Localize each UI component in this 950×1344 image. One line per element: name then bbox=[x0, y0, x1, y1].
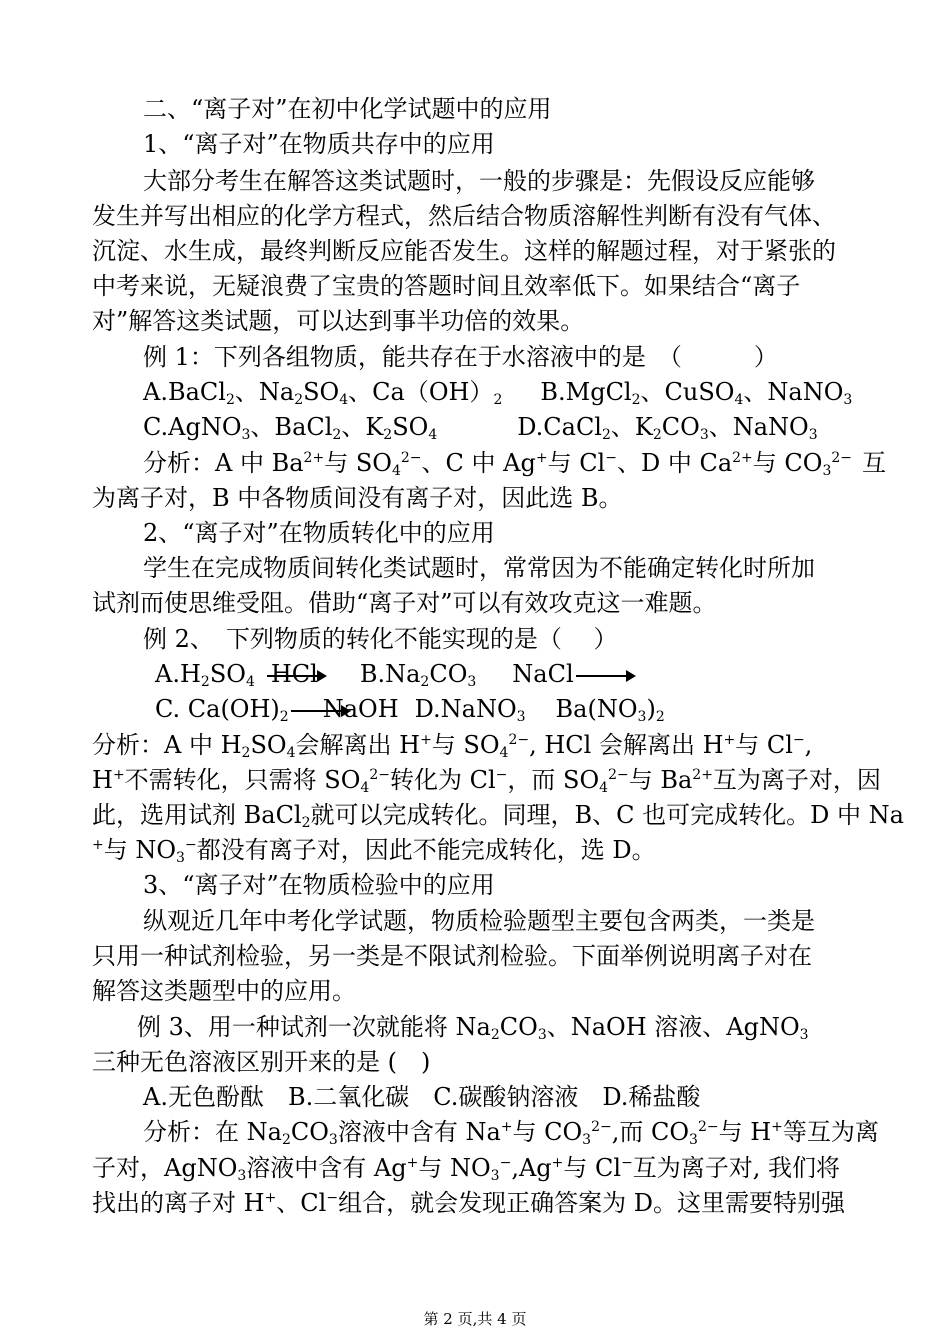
analysis-2-line: +与 $NO_3^-$都没有离子对，因此不能完成转化，选 D。 bbox=[92, 836, 656, 866]
analysis-2-line: H+不需转化，只需将 $SO_4^{2-}$转化为 Cl−，而 $SO_4^{2-}$与 $Ba^{2+}$互为离子对，因 bbox=[92, 766, 881, 796]
analysis-2-line: 此，选用试剂 BaCl$_2$就可以完成转化。同理，B、C 也可完成转化。D 中 Na bbox=[92, 801, 904, 831]
subsection-heading-2: 2、“离子对”在物质转化中的应用 bbox=[143, 519, 495, 547]
analysis-3-line: 子对，AgNO$_3$溶液中含有 Ag+与 $NO_3^-,Ag^+$与 Cl−互为离子对, 我们将 bbox=[92, 1154, 841, 1184]
reaction-arrow-icon bbox=[291, 701, 351, 721]
analysis-2-line: 分析：A 中 $H_2SO_4$会解离出 H+与 $SO_4^{2-}$, HCl 会解离出 H+与 Cl−, bbox=[92, 731, 813, 761]
reaction-arrow-icon bbox=[267, 666, 327, 686]
example-3-options: A.无色酚酞 B.二氧化碳 C.碳酸钠溶液 D.稀盐酸 bbox=[143, 1083, 701, 1111]
example-2-options-ab: $A.H_2SO_4$ HCl $B.Na_2CO_3$ NaCl bbox=[155, 657, 638, 691]
example-1-options-cd: C.AgNO$_3$、BaCl$_2$、$K_2SO_4$ D.CaCl$_2$、$K_2CO_3$、NaNO$_3$ bbox=[143, 413, 818, 443]
paragraph-line: 解答这类题型中的应用。 bbox=[92, 977, 356, 1005]
paragraph-line: 沉淀、水生成，最终判断反应能否发生。这样的解题过程，对于紧张的 bbox=[92, 237, 836, 265]
subsection-heading-1: 1、“离子对”在物质共存中的应用 bbox=[143, 130, 495, 158]
analysis-3-line: 找出的离子对 H+、Cl−组合，就会发现正确答案为 D。这里需要特别强 bbox=[92, 1189, 845, 1217]
paragraph-line: 中考来说，无疑浪费了宝贵的答题时间且效率低下。如果结合“离子 bbox=[92, 272, 801, 300]
paragraph-line: 对”解答这类试题，可以达到事半功倍的效果。 bbox=[92, 307, 585, 335]
example-1-options-ab: A.BaCl$_2$、$Na_2SO_4$、$Ca(OH)_2$ B.MgCl$_2$、CuSO$_4$、NaNO$_3$ bbox=[143, 378, 853, 408]
paragraph-line: 试剂而使思维受阻。借助“离子对”可以有效攻克这一难题。 bbox=[92, 589, 717, 617]
paragraph-line: 发生并写出相应的化学方程式，然后结合物质溶解性判断有没有气体、 bbox=[92, 202, 836, 230]
paragraph-line: 大部分考生在解答这类试题时，一般的步骤是：先假设反应能够 bbox=[143, 167, 815, 195]
paragraph-line: 纵观近几年中考化学试题，物质检验题型主要包含两类，一类是 bbox=[143, 907, 815, 935]
example-1-question: 例 1：下列各组物质，能共存在于水溶液中的是 （ ） bbox=[143, 343, 778, 371]
paragraph-line: 为离子对，B 中各物质间没有离子对，因此选 B。 bbox=[92, 484, 623, 512]
page-footer: 第 2 页,共 4 页 bbox=[423, 1310, 527, 1328]
example-2-options-cd: C. $Ca(OH)_2$ NaOH D.NaNO$_3$ $Ba(NO_3)_2$ bbox=[155, 695, 665, 725]
paragraph-line: 学生在完成物质间转化类试题时，常常因为不能确定转化时所加 bbox=[143, 554, 815, 582]
reaction-arrow-icon bbox=[576, 666, 636, 686]
analysis-3-line: 分析：在 $Na_2CO_3$溶液中含有 Na+与 $CO_3^{2-}$,而 $CO_3^{2-}$与 H+等互为离 bbox=[143, 1118, 879, 1148]
example-2-question: 例 2、 下列物质的转化不能实现的是（ ） bbox=[143, 625, 618, 653]
analysis-1-line: 分析：A 中 $Ba^{2+}$与 $SO_4^{2-}$、C 中 Ag+与 Cl−、D 中 $Ca^{2+}$与 $CO_3^{2-}$ 互 bbox=[143, 449, 887, 479]
subsection-heading-3: 3、“离子对”在物质检验中的应用 bbox=[143, 871, 495, 899]
section-heading: 二、“离子对”在初中化学试题中的应用 bbox=[143, 95, 552, 123]
example-3-question-cont: 三种无色溶液区别开来的是 ( ) bbox=[92, 1048, 431, 1076]
paragraph-line: 只用一种试剂检验，另一类是不限试剂检验。下面举例说明离子对在 bbox=[92, 942, 812, 970]
example-3-question: 例 3、用一种试剂一次就能将 $Na_2CO_3$、NaOH 溶液、AgNO$_3$ bbox=[137, 1013, 809, 1043]
